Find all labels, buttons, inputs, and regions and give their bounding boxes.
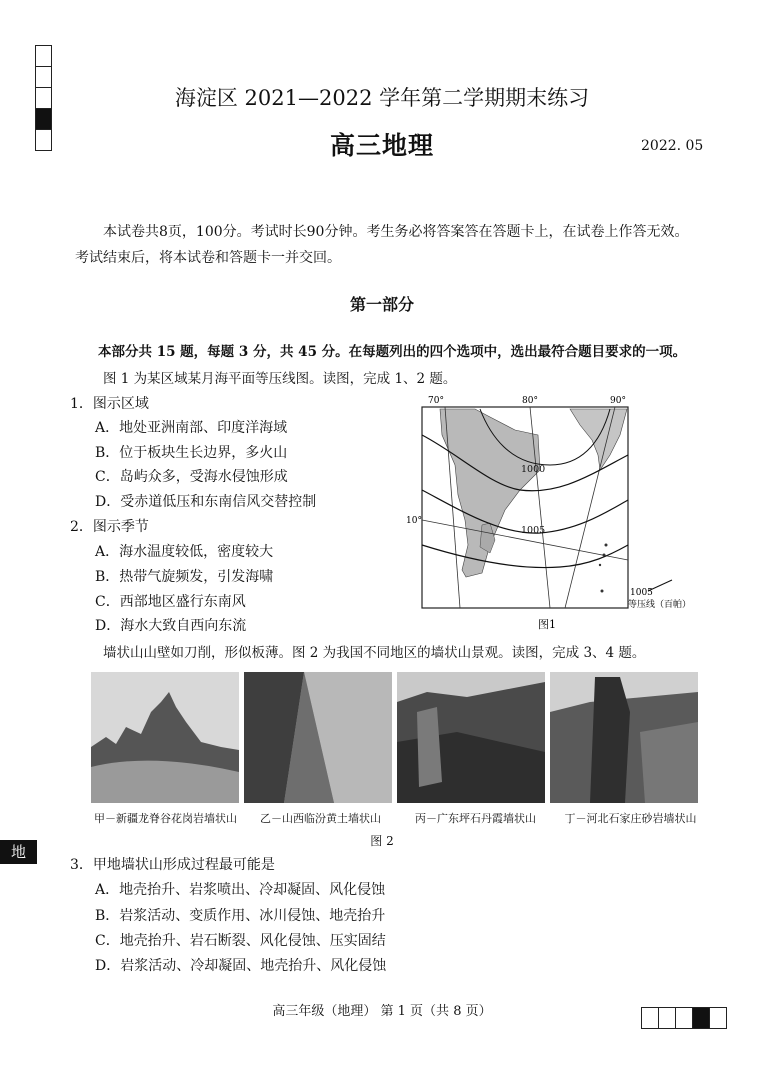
question-1-stem: 1．图示区域 bbox=[70, 396, 149, 412]
exam-subject: 高三地理 bbox=[329, 131, 434, 160]
figure-1-caption: 图1 bbox=[538, 618, 556, 631]
fig1-preface: 图 1 为某区域某月海平面等压线图。读图，完成 1、2 题。 bbox=[103, 371, 457, 387]
island bbox=[605, 544, 608, 547]
figure-2-photo-row bbox=[91, 672, 703, 803]
question-2-stem: 2．图示季节 bbox=[70, 519, 149, 535]
isobar-map-svg bbox=[406, 395, 705, 635]
island bbox=[599, 564, 601, 566]
photo-caption-ding: 丁－河北石家庄砂岩墙状山 bbox=[564, 812, 697, 825]
photo-jia-granite-wall-mountain bbox=[91, 672, 239, 803]
registration-square bbox=[641, 1007, 659, 1029]
registration-square bbox=[675, 1007, 693, 1029]
exam-title: 海淀区 2021—2022 学年第二学期期末练习 bbox=[174, 86, 590, 110]
photo-yi-loess-wall-mountain bbox=[244, 672, 392, 803]
registration-square-filled bbox=[692, 1007, 710, 1029]
figure-1-isobar-map bbox=[406, 395, 705, 635]
question-1-option-c: C．岛屿众多，受海水侵蚀形成 bbox=[95, 469, 288, 485]
question-1-option-a: A．地处亚洲南部、印度洋海域 bbox=[95, 420, 288, 436]
exam-intro: 本试卷共8页，100分。考试时长90分钟。考生务必将答案答在答题卡上，在试卷上作答无效。考试结束后，将本试卷和答题卡一并交回。 bbox=[75, 224, 689, 266]
question-2-option-c: C．西部地区盛行东南风 bbox=[95, 594, 246, 610]
photo-caption-yi: 乙－山西临汾黄土墙状山 bbox=[260, 812, 381, 825]
question-2-option-a: A．海水温度较低，密度较大 bbox=[95, 544, 274, 560]
lon-label-80: 80° bbox=[522, 396, 538, 406]
figure-2-captions bbox=[88, 810, 708, 826]
question-3-option-a: A．地壳抬升、岩浆喷出、冷却凝固、风化侵蚀 bbox=[95, 882, 386, 898]
lat-label-10: 10° bbox=[406, 516, 422, 526]
legend-text: 等压线（百帕） bbox=[628, 600, 692, 610]
fig2-preface: 墙状山山壁如刀削，形似板薄。图 2 为我国不同地区的墙状山景观。读图，完成 3、4 题。 bbox=[103, 645, 646, 661]
subject-side-tab: 地 bbox=[0, 840, 37, 864]
question-1-option-d: D．受赤道低压和东南信风交替控制 bbox=[95, 494, 317, 510]
question-1-option-b: B．位于板块生长边界，多火山 bbox=[95, 445, 288, 461]
question-3-option-b: B．岩浆活动、变质作用、冰川侵蚀、地壳抬升 bbox=[95, 908, 386, 924]
isobar-label-1005: 1005 bbox=[521, 525, 546, 536]
photo-caption-bing: 丙－广东坪石丹霞墙状山 bbox=[415, 812, 536, 825]
section-title: 第一部分 bbox=[349, 295, 414, 314]
lon-label-90: 90° bbox=[610, 396, 626, 406]
photo-caption-jia: 甲－新疆龙脊谷花岗岩墙状山 bbox=[94, 812, 237, 825]
question-2-option-b: B．热带气旋频发，引发海啸 bbox=[95, 569, 274, 585]
legend-value: 1005 bbox=[630, 588, 653, 598]
exam-date: 2022. 05 bbox=[641, 138, 704, 154]
registration-square bbox=[709, 1007, 727, 1029]
lon-label-70: 70° bbox=[428, 396, 444, 406]
section-instructions: 本部分共 15 题，每题 3 分，共 45 分。在每题列出的四个选项中，选出最符合题目要求的一项。 bbox=[98, 344, 687, 360]
figure-2-caption: 图 2 bbox=[370, 834, 394, 848]
island bbox=[601, 590, 604, 593]
registration-square bbox=[658, 1007, 676, 1029]
isobar-label-1000: 1000 bbox=[521, 464, 546, 475]
question-2-option-d: D．海水大致自西向东流 bbox=[95, 618, 247, 634]
question-3-option-c: C．地壳抬升、岩石断裂、风化侵蚀、压实固结 bbox=[95, 933, 386, 949]
photo-bing-danxia-wall-mountain bbox=[397, 672, 545, 803]
page-footer: 高三年级（地理） 第 1 页（共 8 页） bbox=[272, 1004, 492, 1019]
registration-marks-bottom bbox=[642, 1007, 727, 1029]
question-3-option-d: D．岩浆活动、冷却凝固、地壳抬升、风化侵蚀 bbox=[95, 958, 387, 974]
registration-square bbox=[35, 45, 52, 67]
photo-ding-sandstone-wall-mountain bbox=[550, 672, 698, 803]
question-3-stem: 3．甲地墙状山形成过程最可能是 bbox=[70, 857, 275, 873]
